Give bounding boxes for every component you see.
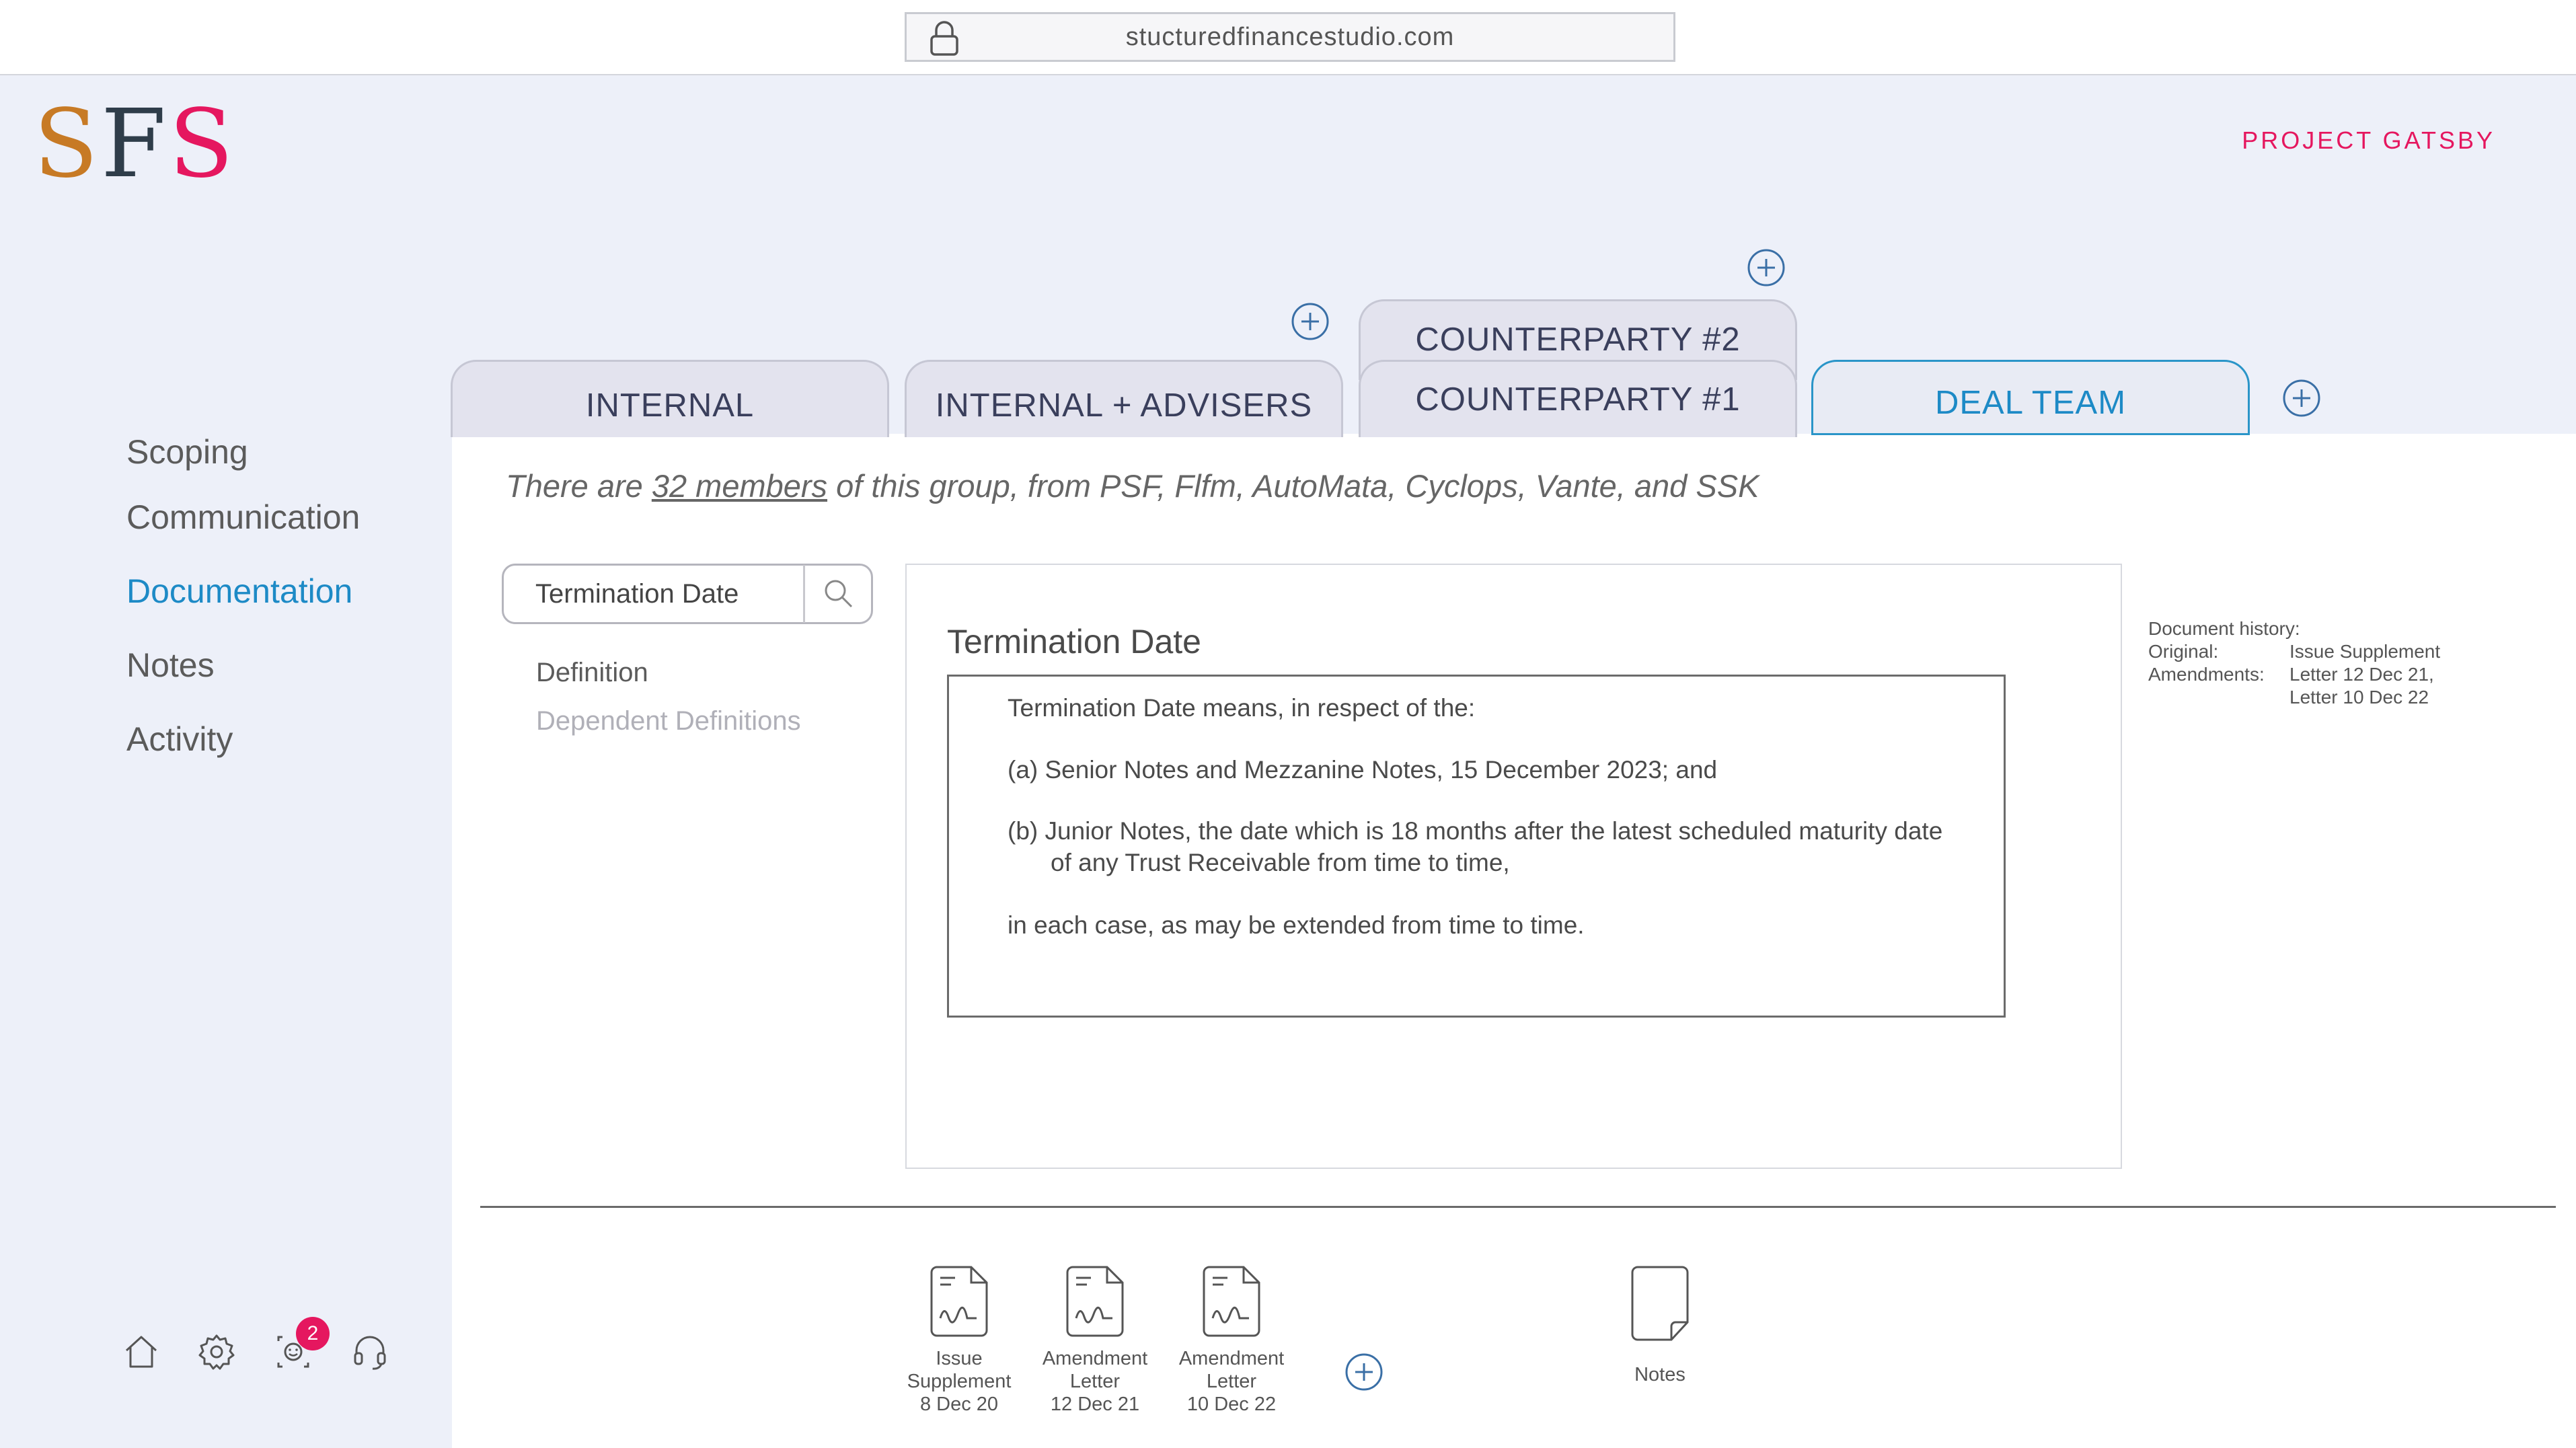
sidebar-item-communication[interactable]: Communication: [126, 498, 361, 536]
notification-badge: 2: [296, 1317, 330, 1350]
definition-intro: Termination Date means, in respect of the:: [1008, 694, 1476, 722]
document-label-line: Amendment: [1042, 1348, 1148, 1369]
logo-letter-s: S: [34, 89, 101, 199]
search-divider: [803, 565, 805, 623]
definition-item-b: (b) Junior Notes, the date which is 18 months after the latest scheduled maturity date: [1008, 817, 1943, 845]
logo-letter-f: F: [100, 89, 169, 199]
definition-link[interactable]: Definition: [536, 658, 648, 687]
history-amendment-1[interactable]: Letter 12 Dec 21,: [2289, 664, 2434, 685]
home-icon[interactable]: [121, 1332, 161, 1372]
members-prefix: There are: [506, 468, 652, 504]
document-label: [885, 1347, 1033, 1416]
document-label-line: Letter: [1206, 1371, 1257, 1392]
history-amendment-2[interactable]: Letter 10 Dec 22: [2289, 687, 2429, 708]
document-label: [1021, 1347, 1169, 1416]
search-input[interactable]: [511, 568, 794, 619]
sidebar-item-activity[interactable]: Activity: [126, 720, 233, 758]
history-amendments-label: Amendments:: [2148, 664, 2265, 685]
sidebar-item-notes[interactable]: Notes: [126, 646, 215, 684]
document-label-line: Letter: [1069, 1371, 1121, 1392]
add-group-icon[interactable]: [2281, 378, 2322, 418]
dependent-definitions-link[interactable]: Dependent Definitions: [536, 706, 801, 736]
document-icon[interactable]: [1064, 1264, 1126, 1338]
document-date: 8 Dec 20: [919, 1394, 999, 1415]
add-counterparty-icon[interactable]: [1746, 247, 1786, 288]
history-original-label: Original:: [2148, 641, 2219, 662]
headset-icon[interactable]: [350, 1332, 390, 1372]
document-date: 10 Dec 22: [1186, 1394, 1277, 1415]
project-title: PROJECT GATSBY: [2242, 126, 2495, 154]
sfs-logo[interactable]: [34, 89, 236, 199]
document-label-line: Supplement: [907, 1371, 1012, 1392]
history-heading: Document history:: [2148, 618, 2300, 639]
add-document-icon[interactable]: [1344, 1352, 1384, 1392]
gear-icon[interactable]: [196, 1332, 237, 1372]
tab-internal-advisers[interactable]: INTERNAL + ADVISERS: [905, 360, 1343, 437]
tab-counterparty-1[interactable]: COUNTERPARTY #1: [1359, 360, 1797, 437]
url-text: stucturedfinancestudio.com: [1125, 23, 1455, 51]
sidebar-item-documentation[interactable]: Documentation: [126, 572, 353, 610]
document-date: 12 Dec 21: [1050, 1394, 1140, 1415]
definition-outro: in each case, as may be extended from time to time.: [1008, 911, 1585, 939]
tab-counterparty-2[interactable]: COUNTERPARTY #2: [1359, 299, 1797, 380]
search-icon[interactable]: [822, 577, 854, 609]
document-title: Termination Date: [947, 623, 1201, 660]
notes-label: Notes: [1634, 1364, 1685, 1385]
note-icon[interactable]: [1629, 1264, 1691, 1344]
logo-letter-s-second: S: [169, 89, 236, 199]
history-original-value[interactable]: Issue Supplement: [2289, 641, 2441, 662]
document-icon[interactable]: [928, 1264, 990, 1338]
document-label: [1158, 1347, 1305, 1416]
group-members-summary: [506, 467, 1759, 504]
sidebar-item-scoping[interactable]: Scoping: [126, 433, 248, 471]
add-tab-icon[interactable]: [1290, 301, 1330, 342]
document-history: [2148, 617, 2440, 709]
divider: [480, 1206, 2556, 1208]
document-icon[interactable]: [1201, 1264, 1262, 1338]
tab-internal[interactable]: INTERNAL: [451, 360, 889, 437]
members-link[interactable]: 32 members: [651, 468, 828, 504]
definition-item-a: (a) Senior Notes and Mezzanine Notes, 15 December 2023; and: [1008, 756, 1718, 784]
document-label-line: Issue: [936, 1348, 983, 1369]
definition-box: [947, 675, 2006, 1018]
members-suffix: of this group, from PSF, Flfm, AutoMata, Cyclops, Vante, and SSK: [827, 468, 1759, 504]
document-label-line: Amendment: [1178, 1348, 1285, 1369]
tab-deal-team[interactable]: DEAL TEAM: [1811, 360, 2250, 435]
definition-item-b-continued: of any Trust Receivable from time to time,: [1051, 849, 1510, 876]
